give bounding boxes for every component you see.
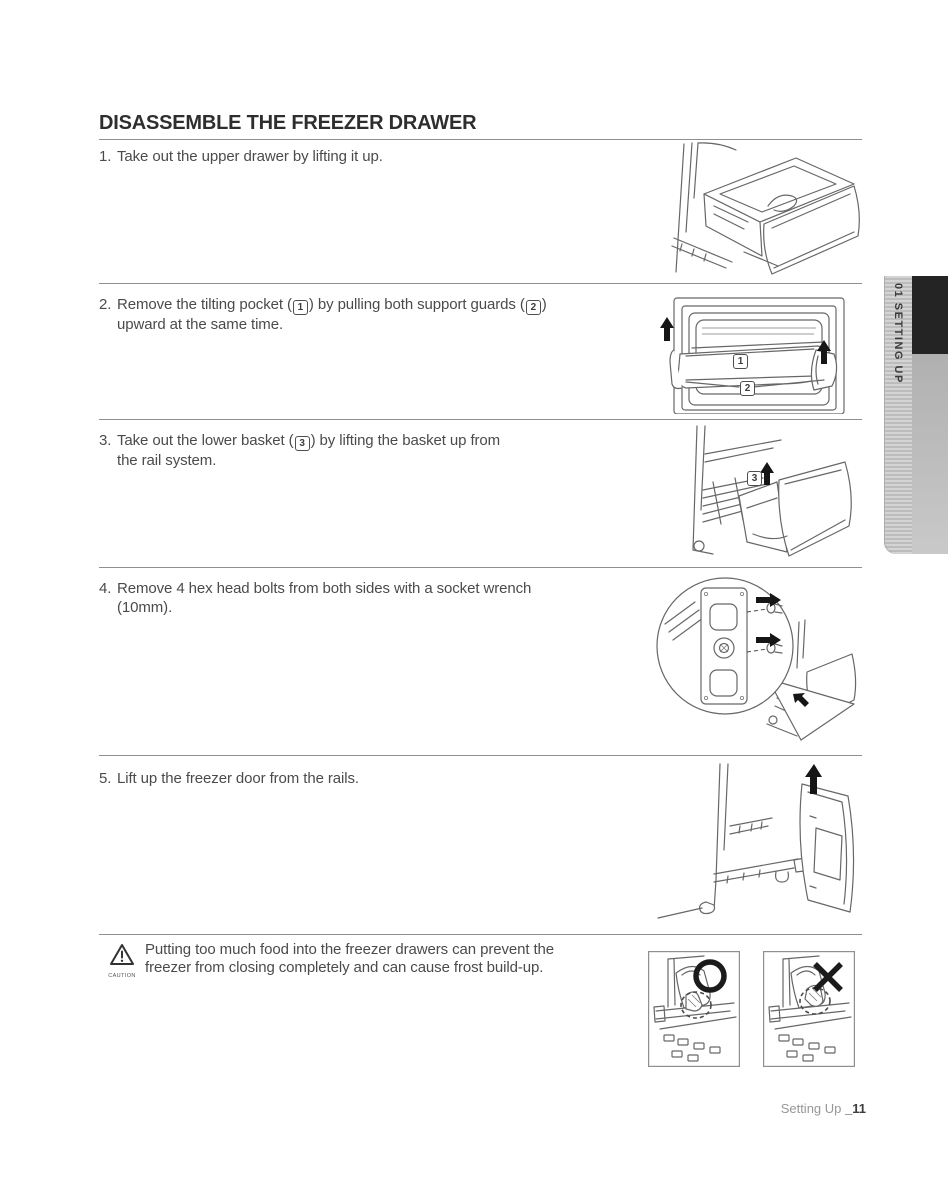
step-4 bbox=[99, 579, 659, 617]
chapter-tab bbox=[884, 276, 948, 554]
step-text: Remove the tilting pocket ( 1 ) by pulling both support guards ( 2 ) bbox=[117, 296, 547, 313]
step-text: the rail system. bbox=[117, 452, 217, 469]
callout-3-badge: 3 bbox=[295, 436, 310, 451]
diagram-label-1: 1 bbox=[733, 354, 748, 369]
step-text: Remove 4 hex head bolts from both sides with a socket wrench bbox=[117, 580, 532, 597]
illustration-tilting-pocket bbox=[656, 292, 862, 414]
section-divider bbox=[99, 419, 862, 420]
section-divider bbox=[99, 934, 862, 935]
up-arrow-icon bbox=[660, 317, 674, 341]
tab-dark-block bbox=[912, 276, 948, 354]
step-2 bbox=[99, 295, 659, 334]
step-text: upward at the same time. bbox=[117, 316, 284, 333]
step-1 bbox=[99, 147, 659, 166]
illustration-incorrect-latch bbox=[763, 951, 855, 1067]
illustration-lift-door bbox=[650, 762, 866, 922]
step-number: 3. bbox=[99, 432, 112, 449]
illustration-lower-basket bbox=[643, 424, 862, 563]
illustration-correct-latch bbox=[648, 951, 740, 1067]
chapter-tab-label: 01 SETTING UP bbox=[892, 283, 904, 384]
step-text: Take out the lower basket ( 3 ) by lifting the basket up from bbox=[117, 432, 501, 449]
step-5 bbox=[99, 769, 659, 788]
caution-note bbox=[99, 941, 644, 979]
illustration-upper-drawer bbox=[648, 140, 862, 278]
diagram-label-3: 3 bbox=[747, 471, 762, 486]
step-number: 1. bbox=[99, 148, 112, 165]
step-number: 5. bbox=[99, 770, 112, 787]
step-number: 4. bbox=[99, 580, 112, 597]
section-divider bbox=[99, 283, 862, 284]
caution-text: freezer from closing completely and can cause frost build-up. bbox=[145, 959, 544, 976]
page-footer bbox=[781, 1101, 866, 1116]
tab-edge bbox=[912, 276, 948, 554]
page-title: DISASSEMBLE THE FREEZER DRAWER bbox=[99, 112, 477, 134]
caution-label: CAUTION bbox=[108, 973, 136, 979]
up-arrow-icon bbox=[760, 462, 774, 485]
footer-section-label: Setting Up bbox=[780, 1101, 846, 1116]
section-divider bbox=[99, 755, 862, 756]
step-text: Lift up the freezer door from the rails. bbox=[117, 770, 359, 787]
step-number: 2. bbox=[99, 296, 112, 313]
footer-page-number: _11 bbox=[845, 1101, 866, 1116]
callout-2-badge: 2 bbox=[526, 300, 541, 315]
step-text: Take out the upper drawer by lifting it up. bbox=[117, 148, 383, 165]
illustration-hex-bolts bbox=[647, 572, 860, 753]
tab-ridge-texture bbox=[884, 276, 912, 554]
diagram-label-2: 2 bbox=[740, 381, 755, 396]
section-divider bbox=[99, 567, 862, 568]
caution-text: Putting too much food into the freezer drawers can prevent the bbox=[145, 941, 555, 958]
caution-triangle-icon bbox=[109, 943, 135, 967]
step-text: (10mm). bbox=[117, 599, 173, 616]
step-3 bbox=[99, 431, 659, 470]
callout-1-badge: 1 bbox=[293, 300, 308, 315]
